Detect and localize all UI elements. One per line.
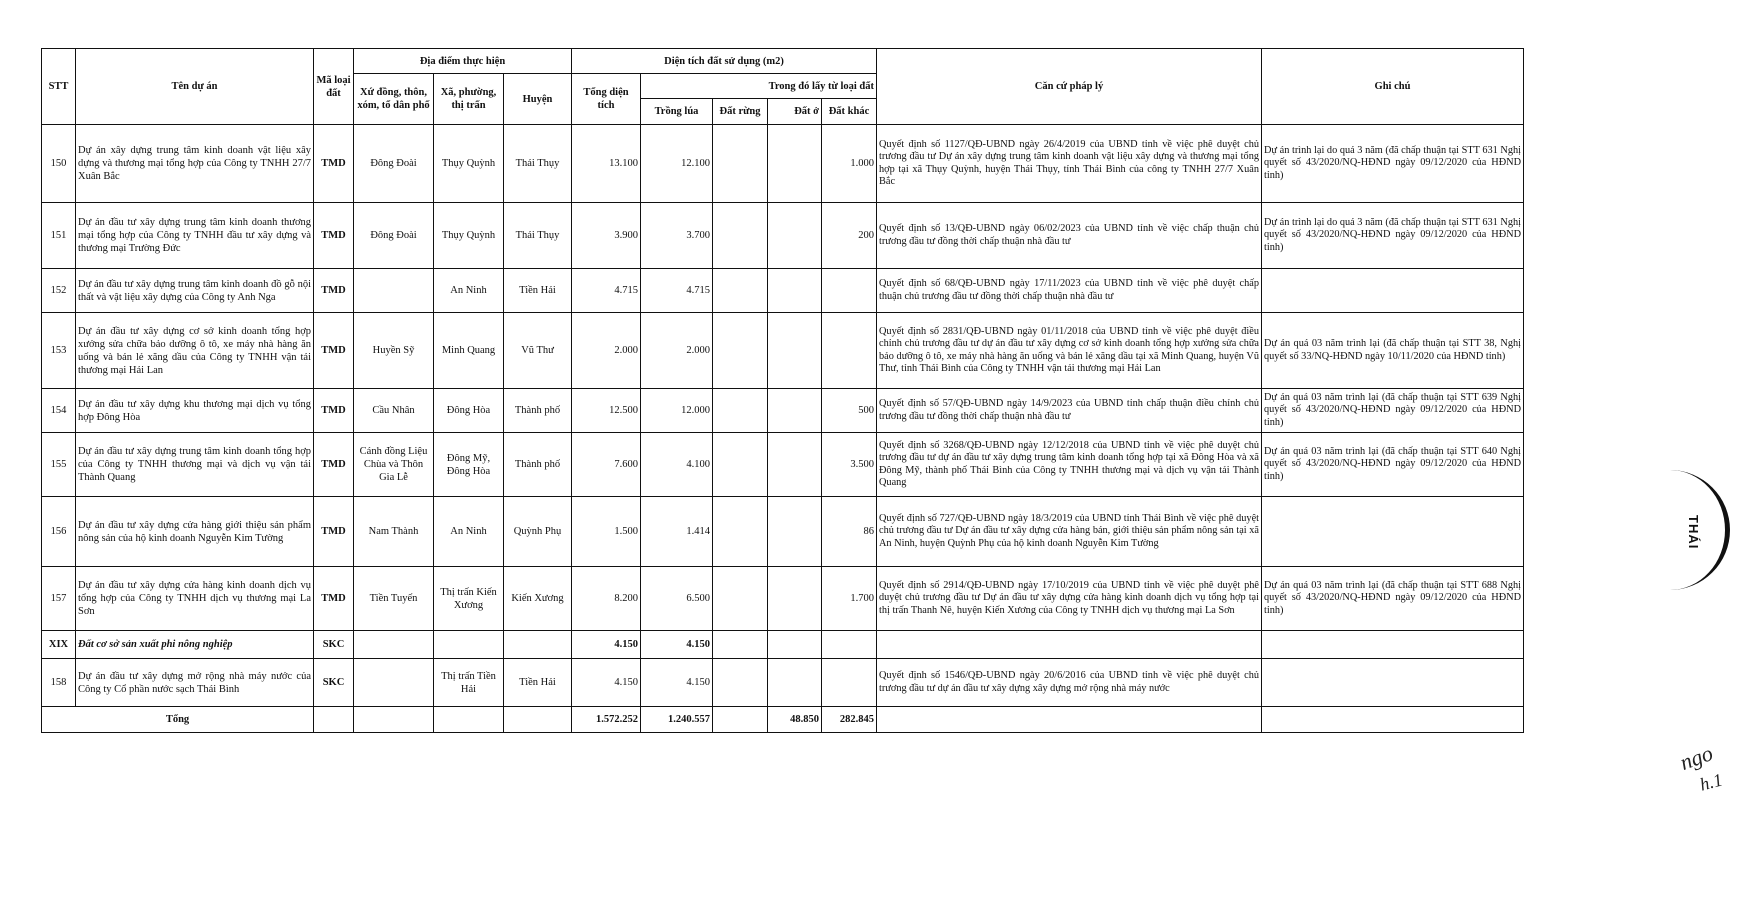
- row-total-area: 7.600: [572, 433, 641, 497]
- row-legal-basis: Quyết định số 3268/QĐ-UBND ngày 12/12/2018 của UBND tỉnh về việc phê duyệt chủ trương đầu tư dự án đầu tư xây dựng trung tâm kinh doanh tổng hợp tại xã Đông Hòa và xã Đông Mỹ, thành phố Thái Bình của Công ty TNHH thương mại và dịch vụ vận tải Thành Quang: [877, 433, 1262, 497]
- row-field-hamlet: Huyền Sỹ: [354, 313, 434, 389]
- row-forest-land: [713, 497, 768, 567]
- row-commune: Thụy Quỳnh: [434, 203, 504, 269]
- row-project-name: Dự án đầu tư xây dựng cửa hàng giới thiệu sản phẩm nông sản của hộ kinh doanh Nguyễn Kim Tường: [76, 497, 314, 567]
- total-forest-land: [713, 707, 768, 733]
- row-residential-land: [768, 269, 822, 313]
- row-project-name: Dự án đầu tư xây dựng khu thương mại dịch vụ tổng hợp Đông Hòa: [76, 389, 314, 433]
- row-legal-basis: Quyết định số 727/QĐ-UBND ngày 18/3/2019 của UBND tỉnh Thái Bình về việc phê duyệt chủ trương đầu tư Dự án đầu tư xây dựng cửa hàng bán, giới thiệu sản phẩm nông sản tại xã An Ninh, huyện Quỳnh Phụ của hộ kinh doanh Nguyễn Kim Tường: [877, 497, 1262, 567]
- total-rice-land: 1.240.557: [641, 707, 713, 733]
- row-commune: Minh Quang: [434, 313, 504, 389]
- header-notes: Ghi chú: [1262, 49, 1524, 125]
- row-commune: An Ninh: [434, 497, 504, 567]
- header-of-which: Trong đó lấy từ loại đất: [641, 74, 877, 99]
- row-stt: 151: [42, 203, 76, 269]
- table-row: [42, 313, 1524, 389]
- row-commune: Thụy Quỳnh: [434, 125, 504, 203]
- header-rice-land: Trồng lúa: [641, 99, 713, 125]
- signature-initials: ngo: [1676, 740, 1717, 775]
- header-total-area: Tổng diện tích: [572, 74, 641, 125]
- row-other-land: [822, 659, 877, 707]
- row-stt: 153: [42, 313, 76, 389]
- row-total-area: 12.500: [572, 389, 641, 433]
- row-land-code: TMD: [314, 567, 354, 631]
- row-notes: Dự án trình lại do quá 3 năm (đã chấp thuận tại STT 631 Nghị quyết số 43/2020/NQ-HĐND ngày 09/12/2020 của HĐND tỉnh): [1262, 203, 1524, 269]
- row-forest-land: [713, 313, 768, 389]
- table-row-158: [42, 659, 1524, 707]
- row-field-hamlet: Đông Đoài: [354, 125, 434, 203]
- row-residential-land: [768, 659, 822, 707]
- land-use-table-sheet: [41, 48, 1524, 733]
- section-stt: XIX: [42, 631, 76, 659]
- header-location: Địa điểm thực hiện: [354, 49, 572, 74]
- row-legal-basis: Quyết định số 1127/QĐ-UBND ngày 26/4/2019 của UBND tỉnh về việc phê duyệt chủ trương đầu tư Dự án xây dựng trung tâm kinh doanh vật liệu xây dựng và thương mại tổng hợp tại xã Thụy Quỳnh, huyện Thái Thụy, tỉnh Thái Bình của công ty TNHH 27/7 Xuân Bắc: [877, 125, 1262, 203]
- row-other-land: 1.700: [822, 567, 877, 631]
- row-other-land: [822, 269, 877, 313]
- row-field-hamlet: Đông Đoài: [354, 203, 434, 269]
- row-rice-land: 3.700: [641, 203, 713, 269]
- row-forest-land: [713, 125, 768, 203]
- row-rice-land: 12.000: [641, 389, 713, 433]
- row-total-area: 13.100: [572, 125, 641, 203]
- total-row: [42, 707, 1524, 733]
- row-stt: 154: [42, 389, 76, 433]
- row-forest-land: [713, 433, 768, 497]
- section-field-hamlet: [354, 631, 434, 659]
- row-field-hamlet: [354, 269, 434, 313]
- row-legal-basis: Quyết định số 1546/QĐ-UBND ngày 20/6/2016 của UBND tỉnh về việc phê duyệt chủ trương đầu tư dự án đầu tư xây dựng xây dựng mở rộng nhà máy nước: [877, 659, 1262, 707]
- row-land-code: TMD: [314, 313, 354, 389]
- header-other-land: Đất khác: [822, 99, 877, 125]
- row-notes: [1262, 269, 1524, 313]
- section-residential-land: [768, 631, 822, 659]
- row-residential-land: [768, 389, 822, 433]
- row-legal-basis: Quyết định số 68/QĐ-UBND ngày 17/11/2023 của UBND tỉnh về việc phê duyệt chấp thuận chủ trương đầu tư đồng thời chấp thuận nhà đầu tư: [877, 269, 1262, 313]
- row-other-land: 86: [822, 497, 877, 567]
- row-land-code: TMD: [314, 497, 354, 567]
- table-row: [42, 269, 1524, 313]
- row-total-area: 8.200: [572, 567, 641, 631]
- section-name: Đất cơ sở sản xuất phi nông nghiệp: [76, 631, 314, 659]
- row-notes: Dự án quá 03 năm trình lại (đã chấp thuận tại STT 640 Nghị quyết số 43/2020/NQ-HĐND ngày 09/12/2020 của HĐND tỉnh): [1262, 433, 1524, 497]
- row-residential-land: [768, 203, 822, 269]
- row-stt: 155: [42, 433, 76, 497]
- section-district: [504, 631, 572, 659]
- row-district: Thành phố: [504, 433, 572, 497]
- row-district: Tiền Hải: [504, 659, 572, 707]
- total-notes: [1262, 707, 1524, 733]
- total-label: Tổng: [42, 707, 314, 733]
- row-commune: Thị trấn Kiến Xương: [434, 567, 504, 631]
- row-project-name: Dự án đầu tư xây dựng trung tâm kinh doanh tổng hợp của Công ty TNHH thương mại và dịch vụ vận tải Thành Quang: [76, 433, 314, 497]
- row-legal-basis: Quyết định số 2914/QĐ-UBND ngày 17/10/2019 của UBND tỉnh về việc phê duyệt phê duyệt chủ trương đầu tư Dự án đầu tư xây dựng cửa hàng kinh doanh dịch vụ tổng hợp tại thị trấn Thanh Nê, huyện Kiến Xương của Công ty TNHH dịch vụ thương mại La Sơn: [877, 567, 1262, 631]
- row-land-code: SKC: [314, 659, 354, 707]
- section-legal-basis: [877, 631, 1262, 659]
- row-rice-land: 1.414: [641, 497, 713, 567]
- row-total-area: 4.715: [572, 269, 641, 313]
- section-row-xix: [42, 631, 1524, 659]
- header-field-hamlet: Xứ đồng, thôn, xóm, tổ dân phố: [354, 74, 434, 125]
- total-land-code: [314, 707, 354, 733]
- row-project-name: Dự án đầu tư xây dựng cơ sở kinh doanh tổng hợp xưởng sửa chữa bảo dưỡng ô tô, xe máy nhà hàng ăn uống và bán lẻ xăng dầu của Công ty TNHH vận tải thương mại Hải Lan: [76, 313, 314, 389]
- row-district: Vũ Thư: [504, 313, 572, 389]
- section-forest-land: [713, 631, 768, 659]
- total-other-land: 282.845: [822, 707, 877, 733]
- row-residential-land: [768, 125, 822, 203]
- row-district: Thành phố: [504, 389, 572, 433]
- total-commune: [434, 707, 504, 733]
- row-other-land: 500: [822, 389, 877, 433]
- row-commune: Đông Mỹ, Đông Hòa: [434, 433, 504, 497]
- land-use-projects-table: [41, 48, 1524, 733]
- section-rice-land: 4.150: [641, 631, 713, 659]
- header-land-code: Mã loại đất: [314, 49, 354, 125]
- row-legal-basis: Quyết định số 13/QĐ-UBND ngày 06/02/2023 của UBND tỉnh về việc chấp thuận chủ trương đầu tư đồng thời chấp thuận nhà đầu tư: [877, 203, 1262, 269]
- table-row: [42, 389, 1524, 433]
- row-forest-land: [713, 389, 768, 433]
- header-forest-land: Đất rừng: [713, 99, 768, 125]
- row-stt: 152: [42, 269, 76, 313]
- total-district: [504, 707, 572, 733]
- row-rice-land: 4.100: [641, 433, 713, 497]
- table-row: [42, 125, 1524, 203]
- row-total-area: 2.000: [572, 313, 641, 389]
- row-land-code: TMD: [314, 433, 354, 497]
- row-commune: An Ninh: [434, 269, 504, 313]
- total-field-hamlet: [354, 707, 434, 733]
- row-total-area: 4.150: [572, 659, 641, 707]
- row-legal-basis: Quyết định số 57/QĐ-UBND ngày 14/9/2023 của UBND tỉnh chấp thuận điều chỉnh chủ trương đầu tư đồng thời chấp thuận nhà đầu tư: [877, 389, 1262, 433]
- row-field-hamlet: Cầu Nhân: [354, 389, 434, 433]
- row-project-name: Dự án đầu tư xây dựng mở rộng nhà máy nước của Công ty Cổ phần nước sạch Thái Bình: [76, 659, 314, 707]
- row-field-hamlet: [354, 659, 434, 707]
- row-project-name: Dự án đầu tư xây dựng trung tâm kinh doanh đồ gỗ nội thất và vật liệu xây dựng của Công ty Anh Nga: [76, 269, 314, 313]
- row-residential-land: [768, 567, 822, 631]
- row-district: Thái Thụy: [504, 203, 572, 269]
- row-other-land: 3.500: [822, 433, 877, 497]
- row-rice-land: 2.000: [641, 313, 713, 389]
- row-stt: 156: [42, 497, 76, 567]
- row-forest-land: [713, 203, 768, 269]
- row-total-area: 1.500: [572, 497, 641, 567]
- row-district: Tiền Hải: [504, 269, 572, 313]
- row-field-hamlet: Tiền Tuyến: [354, 567, 434, 631]
- row-other-land: 1.000: [822, 125, 877, 203]
- row-residential-land: [768, 433, 822, 497]
- row-notes: Dự án quá 03 năm trình lại (đã chấp thuận tại STT 38, Nghị quyết số 33/NQ-HĐND ngày 10/11/2020 của HĐND tỉnh): [1262, 313, 1524, 389]
- row-district: Thái Thụy: [504, 125, 572, 203]
- row-other-land: [822, 313, 877, 389]
- table-row: [42, 497, 1524, 567]
- row-residential-land: [768, 497, 822, 567]
- section-land-code: SKC: [314, 631, 354, 659]
- row-district: Quỳnh Phụ: [504, 497, 572, 567]
- signature-mark: h.1: [1697, 769, 1725, 795]
- row-land-code: TMD: [314, 125, 354, 203]
- row-land-code: TMD: [314, 269, 354, 313]
- section-notes: [1262, 631, 1524, 659]
- section-other-land: [822, 631, 877, 659]
- row-project-name: Dự án đầu tư xây dựng trung tâm kinh doanh thương mại tổng hợp của Công ty TNHH đầu tư xây dựng và thương mại Trường Đức: [76, 203, 314, 269]
- section-total-area: 4.150: [572, 631, 641, 659]
- row-field-hamlet: Nam Thành: [354, 497, 434, 567]
- row-forest-land: [713, 659, 768, 707]
- row-other-land: 200: [822, 203, 877, 269]
- row-land-code: TMD: [314, 389, 354, 433]
- row-stt: 150: [42, 125, 76, 203]
- row-project-name: Dự án đầu tư xây dựng cửa hàng kinh doanh dịch vụ tổng hợp của Công ty TNHH dịch vụ thương mại La Sơn: [76, 567, 314, 631]
- table-row: [42, 203, 1524, 269]
- official-seal-fragment: [1686, 470, 1735, 590]
- total-legal-basis: [877, 707, 1262, 733]
- row-district: Kiến Xương: [504, 567, 572, 631]
- header-stt: STT: [42, 49, 76, 125]
- row-forest-land: [713, 269, 768, 313]
- row-rice-land: 12.100: [641, 125, 713, 203]
- row-stt: 157: [42, 567, 76, 631]
- header-commune: Xã, phường, thị trấn: [434, 74, 504, 125]
- row-notes: Dự án trình lại do quá 3 năm (đã chấp thuận tại STT 631 Nghị quyết số 43/2020/NQ-HĐND ngày 09/12/2020 của HĐND tỉnh): [1262, 125, 1524, 203]
- row-notes: Dự án quá 03 năm trình lại (đã chấp thuận tại STT 639 Nghị quyết số 43/2020/NQ-HĐND ngày 09/12/2020 của HĐND tỉnh): [1262, 389, 1524, 433]
- row-total-area: 3.900: [572, 203, 641, 269]
- row-commune: Thị trấn Tiền Hải: [434, 659, 504, 707]
- row-legal-basis: Quyết định số 2831/QĐ-UBND ngày 01/11/2018 của UBND tỉnh về việc phê duyệt điều chỉnh chủ trương đầu tư dự án đầu tư xây dựng cơ sở kinh doanh tổng hợp xưởng sửa chữa bảo dưỡng ô tô, xe máy nhà hàng ăn uống và bán lẻ xăng dầu tại xã Minh Quang, huyện Vũ Thư, tỉnh Thái Bình của Công ty TNHH vận tải thương mại Hải Lan: [877, 313, 1262, 389]
- table-row: [42, 433, 1524, 497]
- row-commune: Đông Hòa: [434, 389, 504, 433]
- total-residential-land: 48.850: [768, 707, 822, 733]
- header-legal-basis: Căn cứ pháp lý: [877, 49, 1262, 125]
- row-stt: 158: [42, 659, 76, 707]
- row-forest-land: [713, 567, 768, 631]
- row-land-code: TMD: [314, 203, 354, 269]
- row-notes: Dự án quá 03 năm trình lại (đã chấp thuận tại STT 688 Nghị quyết số 43/2020/NQ-HĐND ngày 09/12/2020 của HĐND tỉnh): [1262, 567, 1524, 631]
- seal-text: THÁI: [1686, 515, 1701, 550]
- header-residential-land: Đất ở: [768, 99, 822, 125]
- row-project-name: Dự án xây dựng trung tâm kinh doanh vật liệu xây dựng và thương mại tổng hợp của Công ty TNHH 27/7 Xuân Bắc: [76, 125, 314, 203]
- row-rice-land: 4.715: [641, 269, 713, 313]
- header-project-name: Tên dự án: [76, 49, 314, 125]
- row-rice-land: 4.150: [641, 659, 713, 707]
- row-notes: [1262, 497, 1524, 567]
- row-rice-land: 6.500: [641, 567, 713, 631]
- header-land-area: Diện tích đất sử dụng (m2): [572, 49, 877, 74]
- row-residential-land: [768, 313, 822, 389]
- table-row: [42, 567, 1524, 631]
- row-field-hamlet: Cánh đồng Liệu Chùa và Thôn Gia Lễ: [354, 433, 434, 497]
- header-district: Huyện: [504, 74, 572, 125]
- section-commune: [434, 631, 504, 659]
- row-notes: [1262, 659, 1524, 707]
- total-area: 1.572.252: [572, 707, 641, 733]
